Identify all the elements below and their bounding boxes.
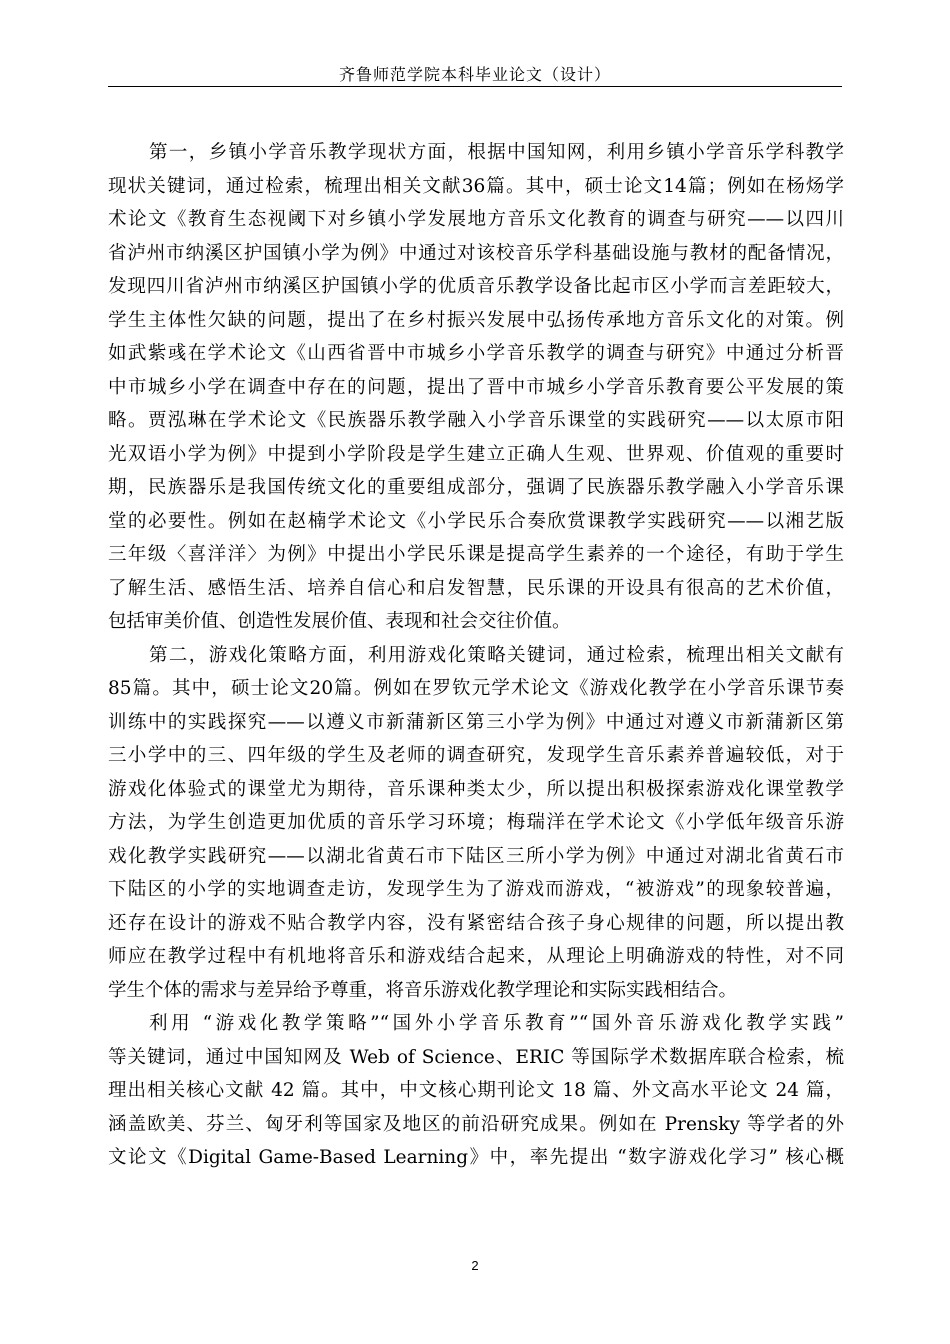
text-line: 学生个体的需求与差异给予尊重，将音乐游戏化教学理论和实际实践相结合。 bbox=[108, 979, 738, 1001]
text-line: 还存在设计的游戏不贴合教学内容，没有紧密结合孩子身心规律的问题，所以提出教 bbox=[108, 912, 844, 934]
text-line: 下陆区的小学的实地调查走访，发现学生为了游戏而游戏，“被游戏”的现象较普遍， bbox=[108, 879, 844, 900]
text-line: 包括审美价值、创造性发展价值、表现和社会交往价值。 bbox=[108, 611, 571, 632]
text-line: 师应在教学过程中有机地将音乐和游戏结合起来，从理论上明确游戏的特性，对不同 bbox=[108, 946, 844, 967]
text-line: 利用 “游戏化教学策略”“国外小学音乐教育”“国外音乐游戏化教学实践” bbox=[149, 1013, 844, 1034]
text-line: 光双语小学为例》中提到小学阶段是学生建立正确人生观、世界观、价值观的重要时 bbox=[108, 443, 844, 465]
text-line: 戏化教学实践研究——以湖北省黄石市下陆区三所小学为例》中通过对湖北省黄石市 bbox=[108, 845, 844, 867]
text-line: 堂的必要性。例如在赵楠学术论文《小学民乐合奏欣赏课教学实践研究——以湘艺版 bbox=[108, 510, 844, 532]
text-line: 三年级〈喜洋洋〉为例》中提出小学民乐课是提高学生素养的一个途径，有助于学生 bbox=[108, 544, 844, 565]
paragraph bbox=[108, 1007, 844, 1175]
text-line: 涵盖欧美、芬兰、匈牙利等国家及地区的前沿研究成果。例如在 Prensky 等学者的外 bbox=[108, 1113, 844, 1135]
text-line: 方法，为学生创造更加优质的音乐学习环境；梅瑞洋在学术论文《小学低年级音乐游 bbox=[108, 812, 844, 833]
text-line: 第二，游戏化策略方面，利用游戏化策略关键词，通过检索，梳理出相关文献有 bbox=[149, 644, 844, 666]
body-text bbox=[108, 136, 844, 1175]
text-line: 如武紫彧在学术论文《山西省晋中市城乡小学音乐教学的调查与研究》中通过分析晋 bbox=[108, 343, 844, 364]
text-line: 游戏化体验式的课堂尤为期待，音乐课种类太少，所以提出积极探索游戏化课堂教学 bbox=[108, 778, 844, 800]
text-line: 训练中的实践探究——以遵义市新蒲新区第三小学为例》中通过对遵义市新蒲新区第 bbox=[108, 711, 844, 733]
text-line: 理出相关核心文献 42 篇。其中，中文核心期刊论文 18 篇、外文高水平论文 24 篇， bbox=[108, 1080, 844, 1101]
running-header: 齐鲁师范学院本科毕业论文（设计） bbox=[338, 65, 611, 84]
text-line: 发现四川省泸州市纳溪区护国镇小学的优质音乐教学设备比起市区小学而言差距较大， bbox=[108, 276, 844, 297]
paragraph bbox=[108, 136, 844, 639]
text-line: 期，民族器乐是我国传统文化的重要组成部分，强调了民族器乐教学融入小学音乐课 bbox=[108, 477, 844, 498]
text-line: 省泸州市纳溪区护国镇小学为例》中通过对该校音乐学科基础设施与教材的配备情况， bbox=[108, 242, 844, 264]
text-line: 第一，乡镇小学音乐教学现状方面，根据中国知网，利用乡镇小学音乐学科教学 bbox=[149, 142, 844, 163]
text-line: 中市城乡小学在调查中存在的问题，提出了晋中市城乡小学音乐教育要公平发展的策 bbox=[108, 376, 844, 398]
text-line: 略。贾泓琳在学术论文《民族器乐教学融入小学音乐课堂的实践研究——以太原市阳 bbox=[108, 410, 844, 431]
text-line: 三小学中的三、四年级的学生及老师的调查研究，发现学生音乐素养普遍较低，对于 bbox=[108, 745, 844, 766]
paragraph bbox=[108, 639, 844, 1008]
text-line: 文论文《Digital Game-Based Learning》中，率先提出 “数字游戏化学习” 核心概 bbox=[108, 1147, 844, 1168]
header-divider bbox=[108, 86, 842, 87]
text-line: 了解生活、感悟生活、培养自信心和启发智慧，民乐课的开设具有很高的艺术价值， bbox=[108, 577, 844, 599]
text-line: 现状关键词，通过检索，梳理出相关文献36篇。其中，硕士论文14篇；例如在杨炀学 bbox=[108, 175, 844, 197]
page-number: 2 bbox=[471, 1258, 479, 1273]
text-line: 学生主体性欠缺的问题，提出了在乡村振兴发展中弘扬传承地方音乐文化的对策。例 bbox=[108, 309, 844, 331]
text-line: 术论文《教育生态视阈下对乡镇小学发展地方音乐文化教育的调查与研究——以四川 bbox=[108, 209, 844, 230]
text-line: 等关键词，通过中国知网及 Web of Science、ERIC 等国际学术数据库联合检索，梳 bbox=[108, 1046, 844, 1068]
text-line: 85篇。其中，硕士论文20篇。例如在罗钦元学术论文《游戏化教学在小学音乐课节奏 bbox=[108, 678, 844, 699]
